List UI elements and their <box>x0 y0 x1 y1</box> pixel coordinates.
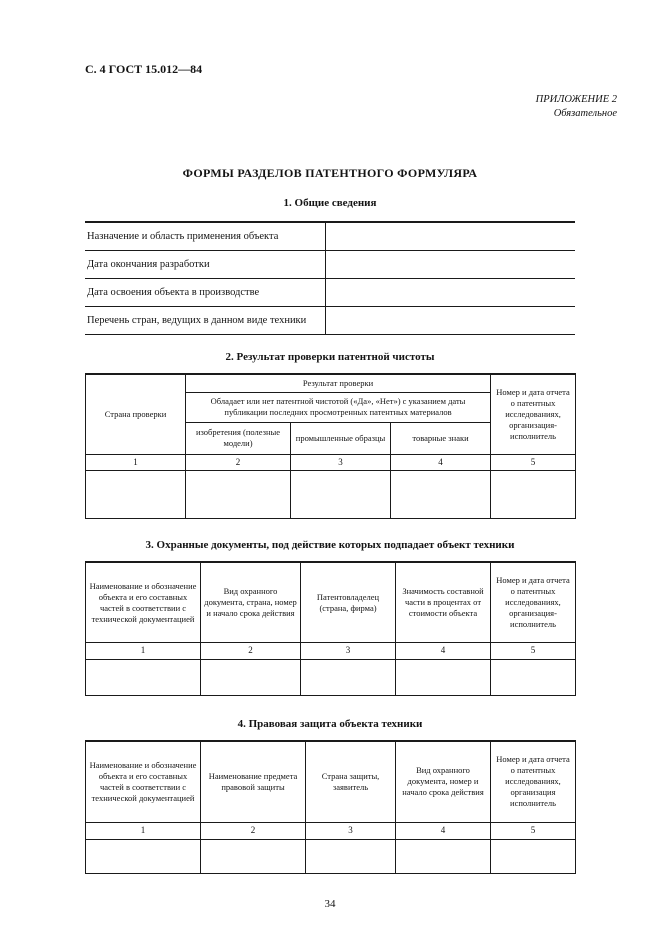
protection-country-header: Страна защиты, заявитель <box>306 741 396 823</box>
object-name-header: Наименование и обозначение объекта и его составных частей в соответствии с технической документацией <box>86 562 201 642</box>
general-info-label: Дата освоения объекта в производстве <box>85 279 325 307</box>
empty-cell <box>491 471 576 519</box>
patent-holder-header: Патентовладелец (страна, фирма) <box>301 562 396 642</box>
result-group-subheader: Обладает или нет патентной чистотой («Да», «Нет») с указанием даты публикации последних просмотренных патентных материалов <box>186 392 491 422</box>
report-number-header: Номер и дата отчета о патентных исследованиях, организация исполнитель <box>491 741 576 823</box>
object-name-header: Наименование и обозначение объекта и его составных частей в соответствии с технической документацией <box>86 741 201 823</box>
empty-cell <box>491 659 576 695</box>
column-numbers-row <box>86 823 576 840</box>
table-row <box>86 374 576 392</box>
legal-protection-table <box>85 740 576 874</box>
report-number-header: Номер и дата отчета о патентных исследованиях, организация-исполнитель <box>491 374 576 454</box>
empty-cell <box>86 471 186 519</box>
empty-data-row <box>86 471 576 519</box>
section3-title: 3. Охранные документы, под действие которых подпадает объект техники <box>145 539 515 552</box>
empty-cell <box>396 659 491 695</box>
column-number: 1 <box>86 642 201 659</box>
document-type-header: Вид охранного документа, номер и начало срока действия <box>396 741 491 823</box>
empty-cell <box>201 839 306 873</box>
section1-title: 1. Общие сведения <box>283 197 377 210</box>
empty-cell <box>306 839 396 873</box>
section2-title: 2. Результат проверки патентной чистоты <box>225 351 435 364</box>
column-number: 4 <box>396 823 491 840</box>
empty-cell <box>325 279 575 307</box>
doc-header: С. 4 ГОСТ 15.012—84 <box>85 62 203 76</box>
subcol-industrial-designs-header: промышленные образцы <box>291 422 391 454</box>
empty-cell <box>86 839 201 873</box>
column-numbers-row <box>86 642 576 659</box>
patent-purity-table <box>85 373 576 519</box>
empty-data-row <box>86 659 576 695</box>
general-info-label: Перечень стран, ведущих в данном виде техники <box>85 307 325 335</box>
table-row <box>85 222 575 251</box>
column-number: 1 <box>86 823 201 840</box>
section4-title: 4. Правовая защита объекта техники <box>237 717 423 730</box>
table-header-row <box>86 741 576 823</box>
table-row <box>85 307 575 335</box>
general-info-label: Дата окончания разработки <box>85 251 325 279</box>
appendix-subtitle: Обязательное <box>553 107 617 119</box>
appendix-block <box>0 93 617 120</box>
empty-cell <box>325 251 575 279</box>
column-number: 4 <box>391 454 491 471</box>
table-row <box>85 279 575 307</box>
appendix-title: ПРИЛОЖЕНИЕ 2 <box>535 94 617 105</box>
column-number: 1 <box>86 454 186 471</box>
empty-cell <box>301 659 396 695</box>
empty-cell <box>391 471 491 519</box>
table-row <box>85 251 575 279</box>
subcol-trademarks-header: товарные знаки <box>391 422 491 454</box>
country-check-header: Страна проверки <box>86 374 186 454</box>
empty-data-row <box>86 839 576 873</box>
column-number: 5 <box>491 454 576 471</box>
empty-cell <box>325 222 575 251</box>
empty-cell <box>396 839 491 873</box>
column-number: 3 <box>291 454 391 471</box>
column-number: 2 <box>201 823 306 840</box>
result-group-header: Результат проверки <box>186 374 491 392</box>
report-number-header: Номер и дата отчета о патентных исследованиях, организация-исполнитель <box>491 562 576 642</box>
protection-subject-header: Наименование предмета правовой защиты <box>201 741 306 823</box>
empty-cell <box>201 659 301 695</box>
column-number: 3 <box>306 823 396 840</box>
column-number: 3 <box>301 642 396 659</box>
empty-cell <box>291 471 391 519</box>
empty-cell <box>86 659 201 695</box>
significance-header: Значимость составной части в процентах от стоимости объекта <box>396 562 491 642</box>
subcol-inventions-header: изобретения (полезные модели) <box>186 422 291 454</box>
empty-cell <box>186 471 291 519</box>
main-title: ФОРМЫ РАЗДЕЛОВ ПАТЕНТНОГО ФОРМУЛЯРА <box>182 166 478 181</box>
column-number: 5 <box>491 642 576 659</box>
general-info-table <box>85 221 575 335</box>
document-type-header: Вид охранного документа, страна, номер и начало срока действия <box>201 562 301 642</box>
table-header-row <box>86 562 576 642</box>
protection-documents-table <box>85 561 576 695</box>
empty-cell <box>325 307 575 335</box>
page-number: 34 <box>324 897 336 910</box>
column-numbers-row <box>86 454 576 471</box>
column-number: 2 <box>201 642 301 659</box>
column-number: 5 <box>491 823 576 840</box>
column-number: 4 <box>396 642 491 659</box>
general-info-label: Назначение и область применения объекта <box>85 222 325 251</box>
column-number: 2 <box>186 454 291 471</box>
empty-cell <box>491 839 576 873</box>
